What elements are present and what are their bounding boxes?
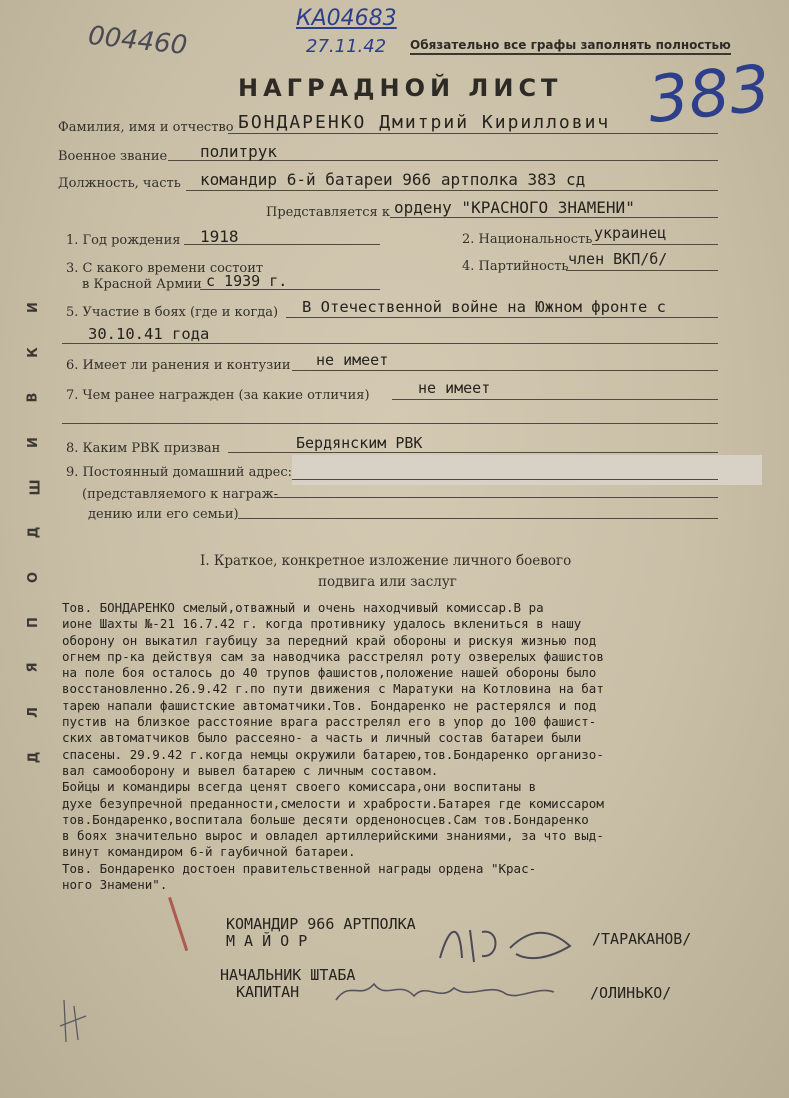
- name-label: Фамилия, имя и отчество: [58, 120, 234, 135]
- section-heading-2: подвига или заслуг: [318, 574, 457, 590]
- side-label-letter: И: [25, 437, 41, 448]
- narrative-line: огнем пр-ка действуя сам за наводчика расстрелял роту озверелых фашистов: [62, 648, 604, 664]
- narrative-line: пустив на близкое расстояние врага расстрелял его в упор до 100 фашист-: [62, 714, 597, 730]
- signature-scribble-2-icon: [330, 970, 560, 1010]
- address-label-1: 9. Постоянный домашний адрес:: [66, 465, 293, 480]
- archive-number: КА04683: [296, 6, 397, 31]
- birth-year-label: 1. Год рождения: [66, 233, 181, 248]
- narrative-line: ских автоматчиков было рассеяно- а часть и личный состав батареи были: [62, 730, 582, 746]
- award-value: ордену "КРАСНОГО ЗНАМЕНИ": [394, 198, 635, 217]
- archive-date: 27.11.42: [306, 36, 387, 57]
- address-redaction: [292, 455, 762, 485]
- narrative-line: ного Знамени".: [62, 877, 168, 893]
- service-label-2: в Красной Армии: [82, 277, 202, 292]
- wounds-label: 6. Имеет ли ранения и контузии: [66, 358, 291, 373]
- nationality-label: 2. Национальность: [462, 232, 593, 247]
- side-label-letter: В: [25, 392, 41, 403]
- service-value: с 1939 г.: [206, 272, 288, 290]
- commander-rank: М А Й О Р: [226, 932, 308, 950]
- chief-name: /ОЛИНЬКО/: [590, 984, 672, 1002]
- party-line: [566, 270, 718, 271]
- blue-number: 383: [644, 51, 774, 139]
- narrative-line: Бойцы и командиры всегда ценят своего комиссара,они воспитаны в: [62, 779, 537, 795]
- award-label: Представляется к: [266, 205, 390, 220]
- chief-signature: [330, 970, 560, 1010]
- birth-year-value: 1918: [200, 227, 239, 246]
- chief-rank: КАПИТАН: [236, 983, 300, 1001]
- signature-scribble-icon: [430, 918, 580, 970]
- side-label-letter: И: [25, 302, 41, 313]
- award-line: [390, 217, 718, 218]
- side-label-letter: Д: [26, 526, 42, 539]
- battles-value-1: В Отечественной войне на Южном фронте с: [302, 298, 666, 316]
- commander-title: КОМАНДИР 966 АРТПОЛКА: [226, 915, 416, 933]
- position-label: Должность, часть: [58, 176, 181, 191]
- prev-awards-value: не имеет: [418, 379, 491, 397]
- battles-label: 5. Участие в боях (где и когда): [66, 305, 279, 320]
- corner-pencil-mark: [56, 996, 96, 1046]
- side-label-letter: К: [25, 347, 41, 358]
- side-label-letter: О: [26, 571, 42, 584]
- commander-name: /ТАРАКАНОВ/: [592, 930, 692, 948]
- position-value: командир 6-й батареи 966 артполка 383 сд: [200, 170, 586, 189]
- page-title: НАГРАДНОЙ ЛИСТ: [238, 74, 563, 102]
- wounds-line: [292, 370, 718, 371]
- rvk-label: 8. Каким РВК призван: [66, 441, 221, 456]
- section-heading-1: I. Краткое, конкретное изложение личного боевого: [200, 553, 572, 569]
- prev-awards-line-1: [392, 399, 718, 400]
- party-label: 4. Партийность: [462, 259, 569, 274]
- battles-line-2: [62, 343, 718, 344]
- narrative-line: Тов. БОНДАРЕНКО смелый,отважный и очень находчивый комиссар.В ра: [62, 600, 544, 615]
- narrative-line: спасены. 29.9.42 г.когда немцы окружили батарею,тов.Бондаренко организо-: [62, 746, 604, 762]
- address-label-3: дению или его семьи): [88, 507, 239, 522]
- party-value: член ВКП/б/: [568, 250, 668, 268]
- narrative-line: в боях значительно вырос и овладел артиллерийскими знаниями, за что выд-: [62, 828, 604, 844]
- nationality-value: украинец: [594, 224, 667, 242]
- side-label-letter: Я: [25, 662, 41, 673]
- rank-label: Военное звание: [58, 149, 168, 164]
- name-value: БОНДАРЕНКО Дмитрий Кириллович: [238, 112, 611, 133]
- prev-awards-label: 7. Чем ранее награжден (за какие отличия): [66, 388, 370, 403]
- chief-title: НАЧАЛЬНИК ШТАБА: [220, 966, 356, 984]
- narrative-line: тарею напали фашистские автоматчики.Тов. Бондаренко не растерялся и под: [62, 697, 597, 713]
- rvk-line: [228, 452, 718, 453]
- rank-value: политрук: [200, 142, 278, 161]
- side-label-letter: Л: [25, 707, 41, 718]
- position-line: [186, 190, 718, 191]
- service-label-1: 3. С какого времени состоит: [66, 261, 264, 276]
- battles-value-2: 30.10.41 года: [88, 325, 210, 343]
- address-line-2: [274, 497, 718, 498]
- red-pencil-mark: [168, 889, 213, 951]
- side-label-letter: Ш: [28, 479, 44, 496]
- narrative-line: винут командиром 6-й гаубичной батареи.: [62, 844, 356, 860]
- narrative-line: вал самооборону и вывел батарею с личным составом.: [62, 762, 439, 778]
- pencil-scribble-icon: [56, 996, 96, 1046]
- address-line-3: [238, 518, 718, 519]
- narrative-line: оборону он выкатил гаубицу за передний край обороны и рискуя жизнью под: [62, 632, 597, 648]
- address-line-1: [292, 479, 718, 480]
- narrative-text: [62, 600, 782, 893]
- nationality-line: [592, 244, 718, 245]
- narrative-line: восстановленно.26.9.42 г.по пути движения с Маратуки на Котловина на бат: [62, 681, 604, 697]
- narrative-line: Тов. Бондаренко достоен правительственной награды ордена "Крас-: [62, 860, 537, 876]
- pencil-archive-mark: 004460: [86, 20, 189, 62]
- address-label-2: (представляемого к награж-: [82, 487, 279, 502]
- name-line: [228, 133, 718, 134]
- wounds-value: не имеет: [316, 351, 389, 369]
- rvk-value: Бердянским РВК: [296, 434, 423, 452]
- side-label-letter: П: [25, 617, 41, 628]
- battles-line-1: [286, 317, 718, 318]
- narrative-line: тов.Бондаренко,воспитала больше десяти орденоносцев.Сам тов.Бондаренко: [62, 811, 589, 827]
- commander-signature: [430, 918, 580, 970]
- narrative-line: ионе Шахты №-21 16.7.42 г. когда противнику удалось вклениться в нашу: [62, 616, 582, 632]
- prev-awards-line-2: [62, 423, 718, 424]
- narrative-line: на поле боя осталось до 40 трупов фашистов,положение нашей обороны было: [62, 665, 597, 681]
- side-label-letter: Д: [26, 751, 42, 764]
- fill-instruction: Обязательно все графы заполнять полностью: [410, 38, 731, 55]
- narrative-line: духе безупречной преданности,смелости и храбрости.Батарея где комиссаром: [62, 795, 604, 811]
